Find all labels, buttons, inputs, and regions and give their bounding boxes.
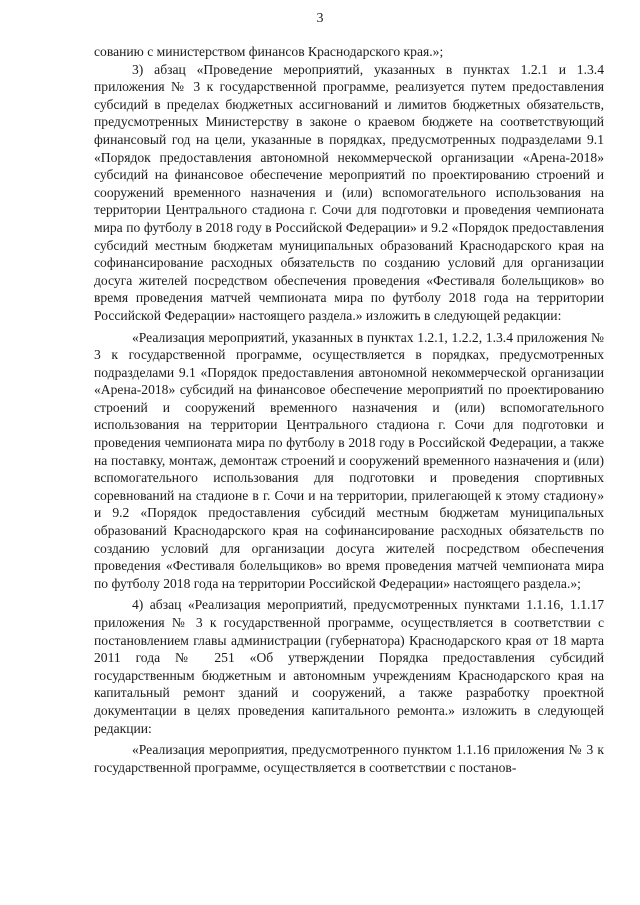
paragraph-quoted-edition-2: «Реализация мероприятия, предусмотренного пунктом 1.1.16 приложения № 3 к государственной программе, осуществляется в соответствии с постанов- [94, 742, 604, 775]
document-body [94, 43, 604, 776]
paragraph-quoted-edition-1: «Реализация мероприятий, указанных в пунктах 1.2.1, 1.2.2, 1.3.4 приложения № 3 к государственной программе, осуществляется в порядках, предусмотренных подразделами 9.1 «Порядок предоставления автономной некоммерческой организации «Арена-2018» субсидий на финансовое обеспечение мероприятий по проектированию строений и сооружений временного назначения и (или) вспомогательного использования на территории Центрального стадиона г. Сочи для подготовки и проведения чемпионата мира по футболу в 2018 году в Российской Федерации, а также на поставку, монтаж, демонтаж строений и сооружений временного назначения и (или) вспомогательного использования для подготовки и проведения спортивных соревнований на стадионе в г. Сочи и на территории, прилегающей к этому стадиону» и 9.2 «Порядок предоставления субсидий местным бюджетам муниципальных образований Краснодарского края на софинансирование расходных обязательств по созданию условий для организации досуга жителей посредством обеспечения проведения «Фестиваля болельщиков» во время проведения матчей чемпионата мира по футболу 2018 года на территории Российской Федерации» настоящего раздела.»; [94, 329, 604, 591]
paragraph-continuation: сованию с министерством финансов Краснодарского края.»; [94, 44, 444, 59]
page-number: 3 [316, 11, 324, 26]
paragraph-item-3: 3) абзац «Проведение мероприятий, указанных в пунктах 1.2.1 и 1.3.4 приложения № 3 к государственной программе, реализуется путем предоставления субсидий в пределах бюджетных ассигнований и лимитов бюджетных обязательств, предусмотренных Министерству в законе о краевом бюджете на соответствующий финансовый год на цели, указанные в порядках, предусмотренных подразделами 9.1 «Порядок предоставления автономной некоммерческой организации «Арена-2018» субсидий на финансовое обеспечение мероприятий по проектированию строений и сооружений временного назначения и (или) вспомогательного использования на территории Центрального стадиона г. Сочи для подготовки и проведения чемпионата мира по футболу в 2018 году в Российской Федерации» и 9.2 «Порядок предоставления субсидий местным бюджетам муниципальных образований Краснодарского края на софинансирование расходных обязательств по созданию условий для организации досуга жителей посредством обеспечения проведения «Фестиваля болельщиков» во время проведения матчей чемпионата мира по футболу 2018 года на территории Российской Федерации» настоящего раздела.» изложить в следующей редакции: [94, 61, 604, 323]
paragraph-item-4: 4) абзац «Реализация мероприятий, предусмотренных пунктами 1.1.16, 1.1.17 приложения № 3 к государственной программе, осуществляется в соответствии с постановлением главы администрации (губернатора) Краснодарского края от 18 марта 2011 года № 251 «Об утверждении Порядка предоставления субсидий государственным бюджетным и автономным учреждениям Краснодарского края на капитальный ремонт зданий и сооружений, а также разработку проектной документации в целях проведения капитального ремонта.» изложить в следующей редакции: [94, 597, 604, 736]
